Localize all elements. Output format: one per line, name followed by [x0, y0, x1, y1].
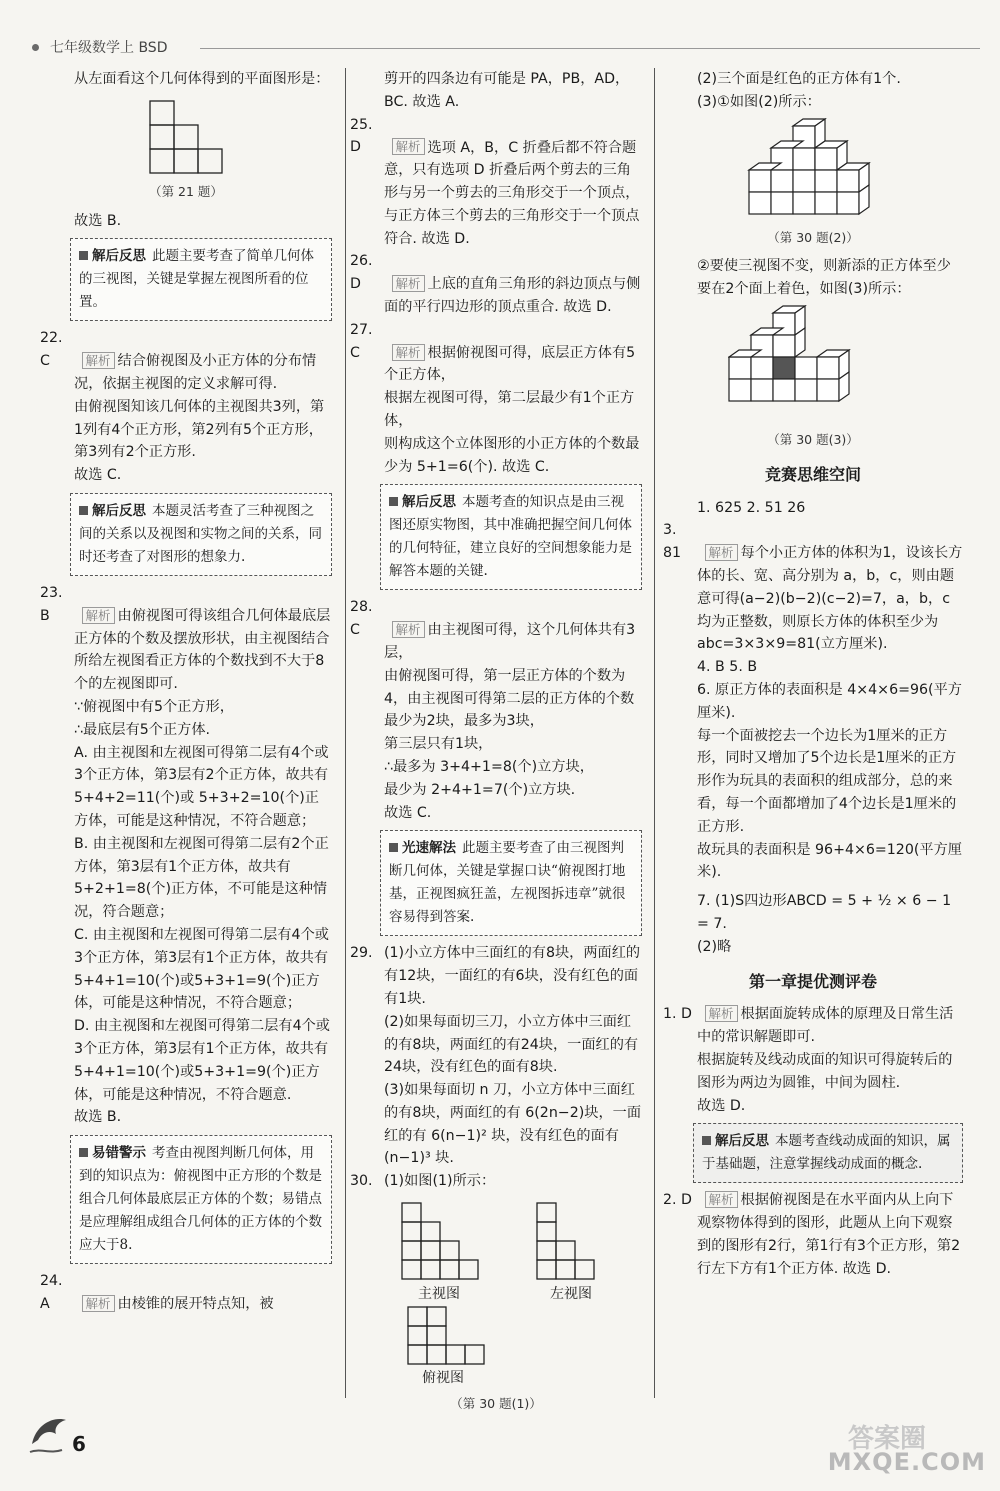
- q28-line: 最少为 2+4+1=7(个)立方块.: [384, 781, 576, 798]
- competition-q6-line: 每一个面被挖去一个边长为1厘米的正方形，同时又增加了5个边长是1厘米的正方形作为玩具的表面积的组成部分，总的来看，每一个面都增加了4个边长是1厘米的正方形.: [697, 727, 957, 835]
- q28-text: 由主视图可得，这个几何体共有3层，: [384, 622, 636, 661]
- c3-number: 3. 81: [663, 522, 682, 562]
- analysis-tag: 解析: [82, 352, 115, 369]
- watermark: MXQE.COM: [827, 1448, 986, 1476]
- analysis-tag: 解析: [705, 1191, 738, 1208]
- t2-text: 根据俯视图是在水平面内从上向下观察物体得到的图形，此题从上向下观察到的图形有2行，第1行有3个正方形，第2行左下方有1个正方体. 故选 D.: [697, 1192, 961, 1277]
- test-q1: [663, 1003, 963, 1049]
- q28-answer: 故选 C.: [384, 804, 432, 821]
- q25: [350, 114, 642, 251]
- reflection-box: [380, 484, 642, 590]
- top-view: [406, 1305, 486, 1367]
- box-title: 解后反思: [389, 494, 456, 510]
- competition-q7: 7. (1)S四边形ABCD = 5 + ½ × 6 − 1 = 7.: [697, 893, 952, 932]
- q27-line: 则构成这个立体图形的小正方体的个数最少为 5+1=6(个). 故选 C.: [384, 435, 640, 475]
- analysis-tag: 解析: [705, 544, 738, 561]
- q30-caption-1: （第 30 题(1)）: [450, 1396, 542, 1412]
- q28: [350, 596, 642, 664]
- competition-q3: [663, 519, 963, 656]
- analysis-tag: 解析: [392, 621, 425, 638]
- q23-line: ∵俯视图中有5个正方形，: [74, 698, 234, 715]
- page-header: [30, 36, 980, 58]
- q28-number: 28. C: [350, 599, 373, 639]
- left-view: [535, 1201, 615, 1281]
- q28-line: ∴最多为 3+4+1=8(个)立方块，: [384, 758, 594, 775]
- reflection-box: [70, 238, 332, 321]
- test-q2: [663, 1189, 963, 1280]
- header-title: 七年级数学上 BSD: [50, 40, 168, 56]
- watermark-logo: 答案圈: [848, 1424, 927, 1454]
- q22-answer: 故选 C.: [74, 467, 122, 484]
- top-view-label: 俯视图: [422, 1370, 464, 1387]
- q27-number: 27. C: [350, 321, 373, 361]
- test-q1-answer: 故选 D.: [697, 1097, 746, 1114]
- q22-text: 结合俯视图及小正方体的分布情况，依据主视图的定义求解可得.: [74, 353, 317, 392]
- q27-text: 根据俯视图可得，底层正方体有5个正方体，: [384, 344, 636, 384]
- reflection-box: [70, 493, 332, 576]
- q28-line: 由俯视图可得，第一层正方体的个数为4，由主视图可得第二层的正方体的个数最少为2块，最多为3块，: [384, 667, 635, 730]
- q28-line: 第三层只有1块，: [384, 736, 493, 753]
- q29-line: (1)小立方体中三面红的有8块，两面红的有12块，一面红的有6块，没有红色的面有1块.: [384, 945, 641, 1007]
- q23-line: ∴最底层有5个正方体.: [74, 721, 211, 738]
- q26: [350, 250, 642, 318]
- q30-number: 30.: [350, 1173, 373, 1190]
- q30-figure-2: [738, 118, 888, 223]
- q23-option-c: C. 由主视图和左视图可得第二层有4个或3个正方体，第3层有1个正方体，故共有 5+4+1=10(个)或5+3+1=9(个)正方体，可能是这种情况，不符合题意；: [74, 926, 329, 1012]
- q23-number: 23. B: [40, 584, 63, 624]
- box-text: 考查由视图判断几何体，用到的知识点为：俯视图中正方形的个数是组合几何体最底层正方体的个数；易错点是应理解组成组合几何体的正方体的个数应大于8.: [79, 1145, 322, 1254]
- c3-text: 每个小正方体的体积为1，设该长方体的长、宽、高分别为 a，b，c，则由题意可得(a−2)(b−2)(c−2)=7，a，b，c 均为正整数，则原长方体的体积至少为 abc=3×3×9=81(立方厘米).: [697, 545, 963, 653]
- box-title: 光速解法: [389, 840, 456, 856]
- column-3: [663, 68, 963, 1280]
- reflection-box: [693, 1123, 963, 1183]
- q29: [350, 942, 642, 1010]
- q25-text: 选项 A，B，C 折叠后都不符合题意，只有选项 D 折叠后两个剪去的三角形与另一个剪去的三角形交于一个顶点，与正方体三个剪去的三角形交于一个顶点符合. 故选 D.: [384, 139, 640, 247]
- analysis-tag: 解析: [705, 1005, 738, 1022]
- q23-answer: 故选 B.: [74, 1109, 122, 1126]
- q21-text: 从左面看这个几何体得到的平面图形是：: [74, 71, 330, 87]
- analysis-tag: 解析: [82, 607, 115, 624]
- box-text: 本题灵活考查了三种视图之间的关系以及视图和实物之间的关系，同时还考查了对图形的想象力.: [79, 502, 322, 565]
- front-view: [400, 1201, 480, 1281]
- q21-caption: （第 21 题）: [149, 183, 223, 199]
- header-rule: [200, 48, 980, 49]
- box-title: 易错警示: [79, 1145, 146, 1161]
- q23: [40, 582, 332, 696]
- q23-option-d: D. 由主视图和左视图可得第二层有4个或3个正方体，第3层有1个正方体，故共有 5+4+1=10(个)或5+3+1=9(个)正方体，可能是这种情况，不符合题意.: [74, 1018, 330, 1103]
- competition-answers-4-5: 4. B 5. B: [697, 659, 758, 676]
- q22: [40, 327, 332, 395]
- q29-number: 29.: [350, 945, 373, 962]
- column-divider: [345, 68, 346, 1398]
- q26-text: 上底的直角三角形的斜边顶点与侧面的平行四边形的顶点重合. 故选 D.: [384, 276, 641, 315]
- q30-line: (2)三个面是红色的正方体有1个.: [697, 71, 901, 87]
- competition-q7-line: (2)略: [697, 938, 732, 955]
- q30-views-figure: [350, 1197, 642, 1387]
- q30-line: (1)如图(1)所示：: [384, 1173, 496, 1190]
- box-text: 本题考查线动成面的知识，属于基础题，注意掌握线动成面的概念.: [702, 1133, 951, 1173]
- q25-number: 25. D: [350, 116, 373, 156]
- q29-line: (3)如果每面切 n 刀，小立方体中三面红的有8块，两面红的有 6(2n−2)块，一面红的有 6(n−1)² 块，没有红色的面有(n−1)³ 块.: [384, 1082, 642, 1167]
- q23-text: 由俯视图可得该组合几何体最底层正方体的个数及摆放形状，由主视图结合所给左视图看正方体的个数找到不大于8个的左视图即可.: [74, 607, 331, 693]
- q24-continued: 剪开的四条边有可能是 PA，PB，AD，BC. 故选 A.: [384, 71, 630, 110]
- q26-number: 26. D: [350, 253, 373, 293]
- analysis-tag: 解析: [392, 344, 425, 361]
- section-title: 竞赛思维空间: [764, 464, 861, 484]
- column-divider: [654, 68, 655, 1398]
- q24: [40, 1270, 332, 1316]
- box-text: 此题主要考查了由三视图判断几何体，关键是掌握口诀“俯视图打地基，正视图疯狂盖，左视图拆违章”就很容易得到答案.: [389, 840, 626, 926]
- q30-figure-3: [728, 305, 898, 425]
- box-title: 解后反思: [702, 1133, 769, 1149]
- competition-answers-1-2: 1. 625 2. 51 26: [697, 499, 806, 516]
- q23-option-b: B. 由主视图和左视图可得第二层有2个正方体，第3层有1个正方体，故共有 5+2+1=8(个)正方体，不可能是这种情况，符合题意；: [74, 835, 329, 921]
- column-2: [350, 68, 642, 1422]
- box-text: 此题主要考查了简单几何体的三视图，关键是掌握左视图所看的位置。: [79, 248, 314, 311]
- dolphin-logo-icon: [28, 1410, 70, 1458]
- t1-number: 1. D: [663, 1006, 692, 1023]
- left-view-label: 左视图: [550, 1286, 592, 1303]
- test-q1-line: 根据旋转及线动成面的知识可得旋转后的图形为两边为圆锥，中间为圆柱.: [697, 1051, 953, 1091]
- analysis-tag: 解析: [82, 1295, 115, 1312]
- warning-box: [70, 1135, 332, 1264]
- q23-option-a: A. 由主视图和左视图可得第二层有4个或3个正方体，第3层有2个正方体，故共有 5+4+2=11(个)或 5+3+2=10(个)正方体，可能是这种情况，不符合题意；: [74, 744, 329, 829]
- competition-q6: 6. 原正方体的表面积是 4×4×6=96(平方厘米).: [697, 681, 962, 721]
- q22-line: 由俯视图知该几何体的主视图共3列，第1列有4个正方形，第2列有5个正方形，第3列有2个正方形.: [74, 398, 325, 461]
- box-text: 本题考查的知识点是由三视图还原实物图，其中准确把握空间几何体的几何特征，建立良好的空间想象能力是解答本题的关键.: [389, 494, 632, 580]
- fast-method-box: [380, 830, 642, 936]
- q27: [350, 319, 642, 387]
- section-title: 第一章提优测评卷: [748, 971, 877, 991]
- q30-line: (3)①如图(2)所示：: [697, 93, 821, 110]
- front-view-label: 主视图: [418, 1286, 460, 1303]
- q29-line: (2)如果每面切三刀，小立方体中三面红的有8块，两面红的有24块，一面红的有24块，没有红色的面有8块.: [384, 1013, 639, 1076]
- q27-line: 根据左视图可得，第二层最少有1个正方体，: [384, 390, 635, 429]
- t2-number: 2. D: [663, 1192, 692, 1209]
- q24-number: 24. A: [40, 1273, 63, 1312]
- q30-caption-3: （第 30 题(3)）: [767, 431, 859, 447]
- column-1: [40, 68, 332, 1316]
- analysis-tag: 解析: [392, 275, 425, 292]
- q30-line: ②要使三视图不变，则新添的正方体至少要在2个面上着色，如图(3)所示：: [697, 258, 951, 298]
- q21-figure: [146, 97, 226, 177]
- q24-text: 由棱锥的展开特点知，被: [117, 1295, 274, 1312]
- q21-answer: 故选 B.: [74, 212, 122, 229]
- box-title: 解后反思: [79, 248, 146, 264]
- q30-caption-2: （第 30 题(2)）: [767, 229, 859, 245]
- q22-number: 22. C: [40, 330, 63, 370]
- page-number: 6: [72, 1432, 86, 1456]
- q30: [350, 1170, 642, 1193]
- box-title: 解后反思: [79, 503, 146, 519]
- competition-q6-line: 故玩具的表面积是 96+4×6=120(平方厘米).: [697, 841, 962, 881]
- t1-text: 根据面旋转成体的原理及日常生活中的常识解题即可.: [697, 1006, 954, 1046]
- header-dot: [32, 44, 39, 51]
- analysis-tag: 解析: [392, 138, 425, 155]
